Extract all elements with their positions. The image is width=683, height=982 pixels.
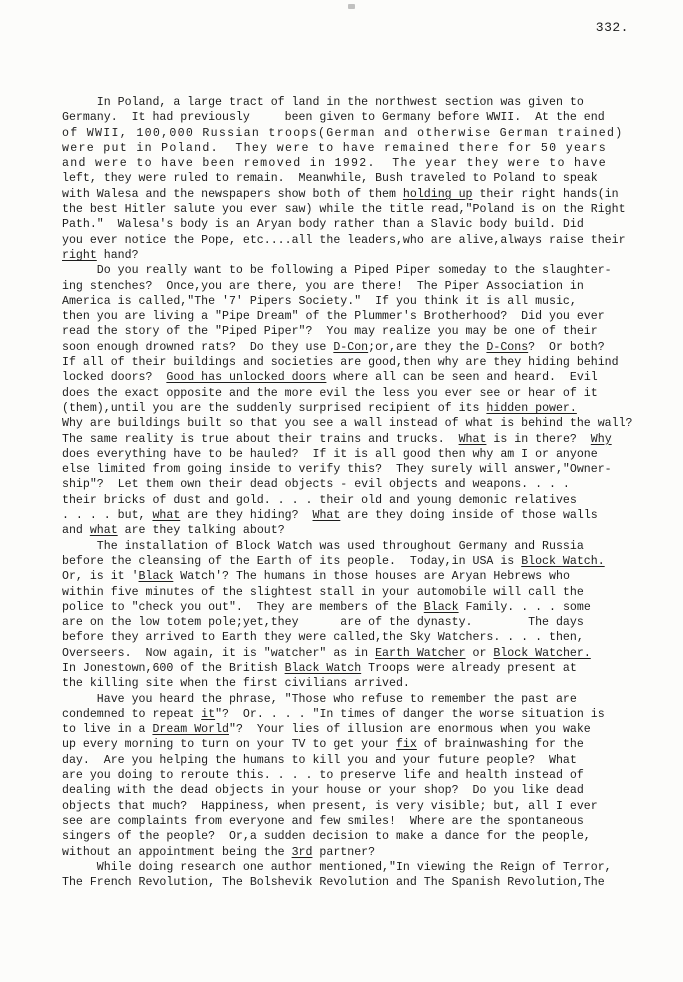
- text-segment: Family. . . . some: [458, 600, 591, 614]
- text-segment: are they doing inside of those walls: [340, 509, 598, 523]
- underlined-text: Good has unlocked doors: [166, 371, 327, 385]
- text-line: [62, 126, 669, 141]
- text-line: [62, 707, 669, 722]
- text-segment: are on the low totem pole;yet,they are of the dynasty. The days: [62, 616, 584, 630]
- text-segment: where all can be seen and heard. Evil: [326, 371, 598, 385]
- text-segment: Troops were already present at: [361, 661, 577, 675]
- document-body: [62, 95, 669, 890]
- text-line: [62, 187, 669, 202]
- text-segment: their right hands(in: [472, 187, 619, 201]
- text-segment: before they arrived to Earth they were called,the Sky Watchers. . . . then,: [62, 631, 584, 645]
- text-segment: condemned to repeat: [62, 707, 202, 721]
- underlined-text: D-Con: [333, 340, 369, 354]
- text-line: [62, 217, 669, 232]
- paragraph: [62, 860, 669, 891]
- underlined-text: Dream World: [152, 723, 229, 737]
- text-segment: Watch'? The humans in those houses are Aryan Hebrews who: [173, 570, 570, 584]
- text-segment: Or, is it ': [62, 570, 139, 584]
- text-segment: In Poland, a large tract of land in the northwest section was given to: [62, 96, 584, 109]
- text-line: [62, 539, 669, 554]
- underlined-text: Earth Watcher: [375, 646, 466, 660]
- text-line: [62, 324, 669, 339]
- text-line: [62, 477, 669, 492]
- underlined-text: holding up: [402, 187, 473, 201]
- text-line: [62, 279, 669, 294]
- underlined-text: What: [458, 432, 487, 446]
- text-line: [62, 263, 669, 278]
- text-line: [62, 401, 669, 416]
- text-segment: else limited from going inside to verify this? They surely will answer,"Owner-: [62, 463, 612, 477]
- text-segment: are you doing to reroute this. . . . to preserve life and health instead of: [62, 769, 584, 783]
- underlined-text: Black: [423, 600, 459, 614]
- text-segment: read the story of the "Piped Piper"? You may realize you may be one of their: [62, 325, 598, 339]
- text-segment: is in there?: [486, 432, 591, 446]
- text-segment: partner?: [312, 845, 376, 859]
- text-line: [62, 585, 669, 600]
- text-line: [62, 233, 669, 248]
- underlined-text: what: [152, 509, 181, 523]
- text-line: [62, 737, 669, 752]
- underlined-text: hidden power.: [486, 401, 577, 415]
- text-segment: America is called,"The '7' Pipers Society." If you think it is all music,: [62, 294, 577, 308]
- underlined-text: Why: [590, 432, 612, 446]
- text-segment: were put in Poland. They were to have remained there for 50 years: [62, 141, 607, 155]
- text-line: [62, 875, 669, 890]
- text-segment: then you are living a "Pipe Dream" of the Plummer's Brotherhood? Did you ever: [62, 310, 605, 324]
- text-segment: Why are buildings built so that you see a wall instead of what is behind the wall?: [62, 417, 633, 431]
- text-segment: ing stenches? Once,you are there, you are there! The Piper Association in: [62, 279, 584, 293]
- text-segment: In Jonestown,600 of the British: [62, 661, 285, 675]
- text-segment: does the exact opposite and the more evil the less you ever see or hear of it: [62, 386, 598, 400]
- text-line: [62, 600, 669, 615]
- text-segment: with Walesa and the newspapers show both of them: [62, 187, 403, 201]
- text-segment: "? Or. . . . "In times of danger the worse situation is: [215, 707, 605, 721]
- text-segment: While doing research one author mentioned,"In viewing the Reign of Terror,: [62, 860, 612, 874]
- text-segment: of brainwashing for the: [416, 738, 584, 752]
- text-line: [62, 845, 669, 860]
- text-segment: the best Hitler salute you ever saw) while the title read,"Poland is on the Right: [62, 203, 626, 217]
- underlined-text: D-Cons: [486, 340, 529, 354]
- text-line: [62, 493, 669, 508]
- text-segment: their bricks of dust and gold. . . . their old and young demonic relatives: [62, 493, 577, 507]
- text-segment: without an appointment being the: [62, 845, 292, 859]
- text-segment: does everything have to be hauled? If it is all good then why am I or anyone: [62, 447, 598, 461]
- text-line: [62, 370, 669, 385]
- text-line: [62, 95, 669, 110]
- text-line: [62, 141, 669, 156]
- text-line: [62, 508, 669, 523]
- text-segment: to live in a: [62, 723, 153, 737]
- text-line: [62, 722, 669, 737]
- text-segment: objects that much? Happiness, when present, is very visible; but, all I ever: [62, 799, 598, 813]
- text-segment: and were to have been removed in 1992. The year they were to have: [62, 157, 607, 171]
- underlined-text: 3rd: [291, 845, 313, 859]
- text-segment: within five minutes of the slightest stall in your automobile will call the: [62, 585, 584, 599]
- text-segment: you ever notice the Pope, etc....all the leaders,who are alive,always raise their: [62, 233, 626, 247]
- text-segment: up every morning to turn on your TV to get your: [62, 738, 396, 752]
- text-segment: soon enough drowned rats? Do they use: [62, 340, 334, 354]
- text-segment: ship"? Let them own their dead objects - evil objects and weapons. . . .: [62, 478, 570, 492]
- text-line: [62, 523, 669, 538]
- text-segment: left, they were ruled to remain. Meanwhile, Bush traveled to Poland to speak: [62, 172, 598, 186]
- page-number: 332.: [595, 20, 629, 35]
- text-segment: Do you really want to be following a Piped Piper someday to the slaughter-: [62, 264, 612, 278]
- underlined-text: fix: [395, 738, 417, 752]
- text-segment: or: [465, 646, 494, 660]
- text-line: [62, 202, 669, 217]
- text-line: [62, 768, 669, 783]
- text-segment: of WWII, 100,000 Russian troops(German and otherwise German trained): [62, 126, 624, 140]
- text-line: [62, 630, 669, 645]
- text-line: [62, 309, 669, 324]
- text-segment: are they hiding?: [180, 509, 313, 523]
- text-line: [62, 416, 669, 431]
- text-line: [62, 569, 669, 584]
- text-segment: locked doors?: [62, 371, 167, 385]
- text-segment: (them),until you are the suddenly surprised recipient of its: [62, 401, 487, 415]
- paragraph: [62, 263, 669, 538]
- underlined-text: it: [201, 707, 216, 721]
- text-line: [62, 340, 669, 355]
- text-line: [62, 432, 669, 447]
- text-segment: The same reality is true about their trains and trucks.: [62, 432, 459, 446]
- text-line: [62, 783, 669, 798]
- text-segment: ? Or both?: [528, 340, 605, 354]
- text-line: [62, 554, 669, 569]
- text-segment: ;or,are they the: [368, 340, 487, 354]
- text-segment: "? Your lies of illusion are enormous when you wake: [228, 723, 591, 737]
- text-line: [62, 386, 669, 401]
- text-line: [62, 829, 669, 844]
- text-line: [62, 646, 669, 661]
- underlined-text: Black: [138, 570, 174, 584]
- paragraph: [62, 692, 669, 860]
- text-line: [62, 814, 669, 829]
- text-segment: If all of their buildings and societies are good,then why are they hiding behind: [62, 356, 619, 370]
- text-line: [62, 799, 669, 814]
- text-segment: Have you heard the phrase, "Those who refuse to remember the past are: [62, 692, 577, 706]
- text-line: [62, 294, 669, 309]
- underlined-text: Block Watcher.: [493, 646, 591, 660]
- text-line: [62, 661, 669, 676]
- underlined-text: right: [62, 248, 97, 262]
- paragraph: [62, 95, 669, 263]
- text-segment: dealing with the dead objects in your house or your shop? Do you like dead: [62, 784, 584, 798]
- text-segment: day. Are you helping the humans to kill you and your future people? What: [62, 753, 577, 767]
- text-segment: singers of the people? Or,a sudden decision to make a dance for the people,: [62, 830, 591, 844]
- text-segment: The installation of Block Watch was used throughout Germany and Russia: [62, 539, 584, 553]
- underlined-text: Black Watch: [284, 661, 362, 675]
- text-line: [62, 355, 669, 370]
- text-line: [62, 171, 669, 186]
- text-line: [62, 692, 669, 707]
- text-line: [62, 676, 669, 691]
- text-segment: before the cleansing of the Earth of its people. Today,in USA is: [62, 554, 522, 568]
- text-segment: see are complaints from everyone and few smiles! Where are the spontaneous: [62, 814, 584, 828]
- text-segment: The French Revolution, The Bolshevik Revolution and The Spanish Revolution,The: [62, 876, 605, 890]
- text-line: [62, 462, 669, 477]
- text-line: [62, 110, 669, 125]
- text-segment: hand?: [96, 248, 139, 262]
- text-segment: the killing site when the first civilians arrived.: [62, 677, 410, 691]
- text-segment: police to "check you out". They are members of the: [62, 600, 424, 614]
- underlined-text: what: [89, 524, 118, 538]
- text-line: [62, 447, 669, 462]
- text-line: [62, 615, 669, 630]
- text-line: [62, 753, 669, 768]
- text-segment: . . . . but,: [62, 509, 153, 523]
- underlined-text: What: [312, 509, 341, 523]
- text-line: [62, 860, 669, 875]
- text-segment: Path." Walesa's body is an Aryan body rather than a Slavic body build. Did: [62, 218, 584, 232]
- text-line: [62, 248, 669, 263]
- underlined-text: Block Watch.: [521, 554, 605, 568]
- text-line: [62, 156, 669, 171]
- text-segment: are they talking about?: [117, 524, 285, 538]
- scan-artifact: [348, 4, 355, 9]
- text-segment: Overseers. Now again, it is "watcher" as in: [62, 646, 376, 660]
- paragraph: [62, 539, 669, 692]
- text-segment: Germany. It had previously been given to Germany before WWII. At the end: [62, 111, 605, 125]
- text-segment: and: [62, 524, 90, 538]
